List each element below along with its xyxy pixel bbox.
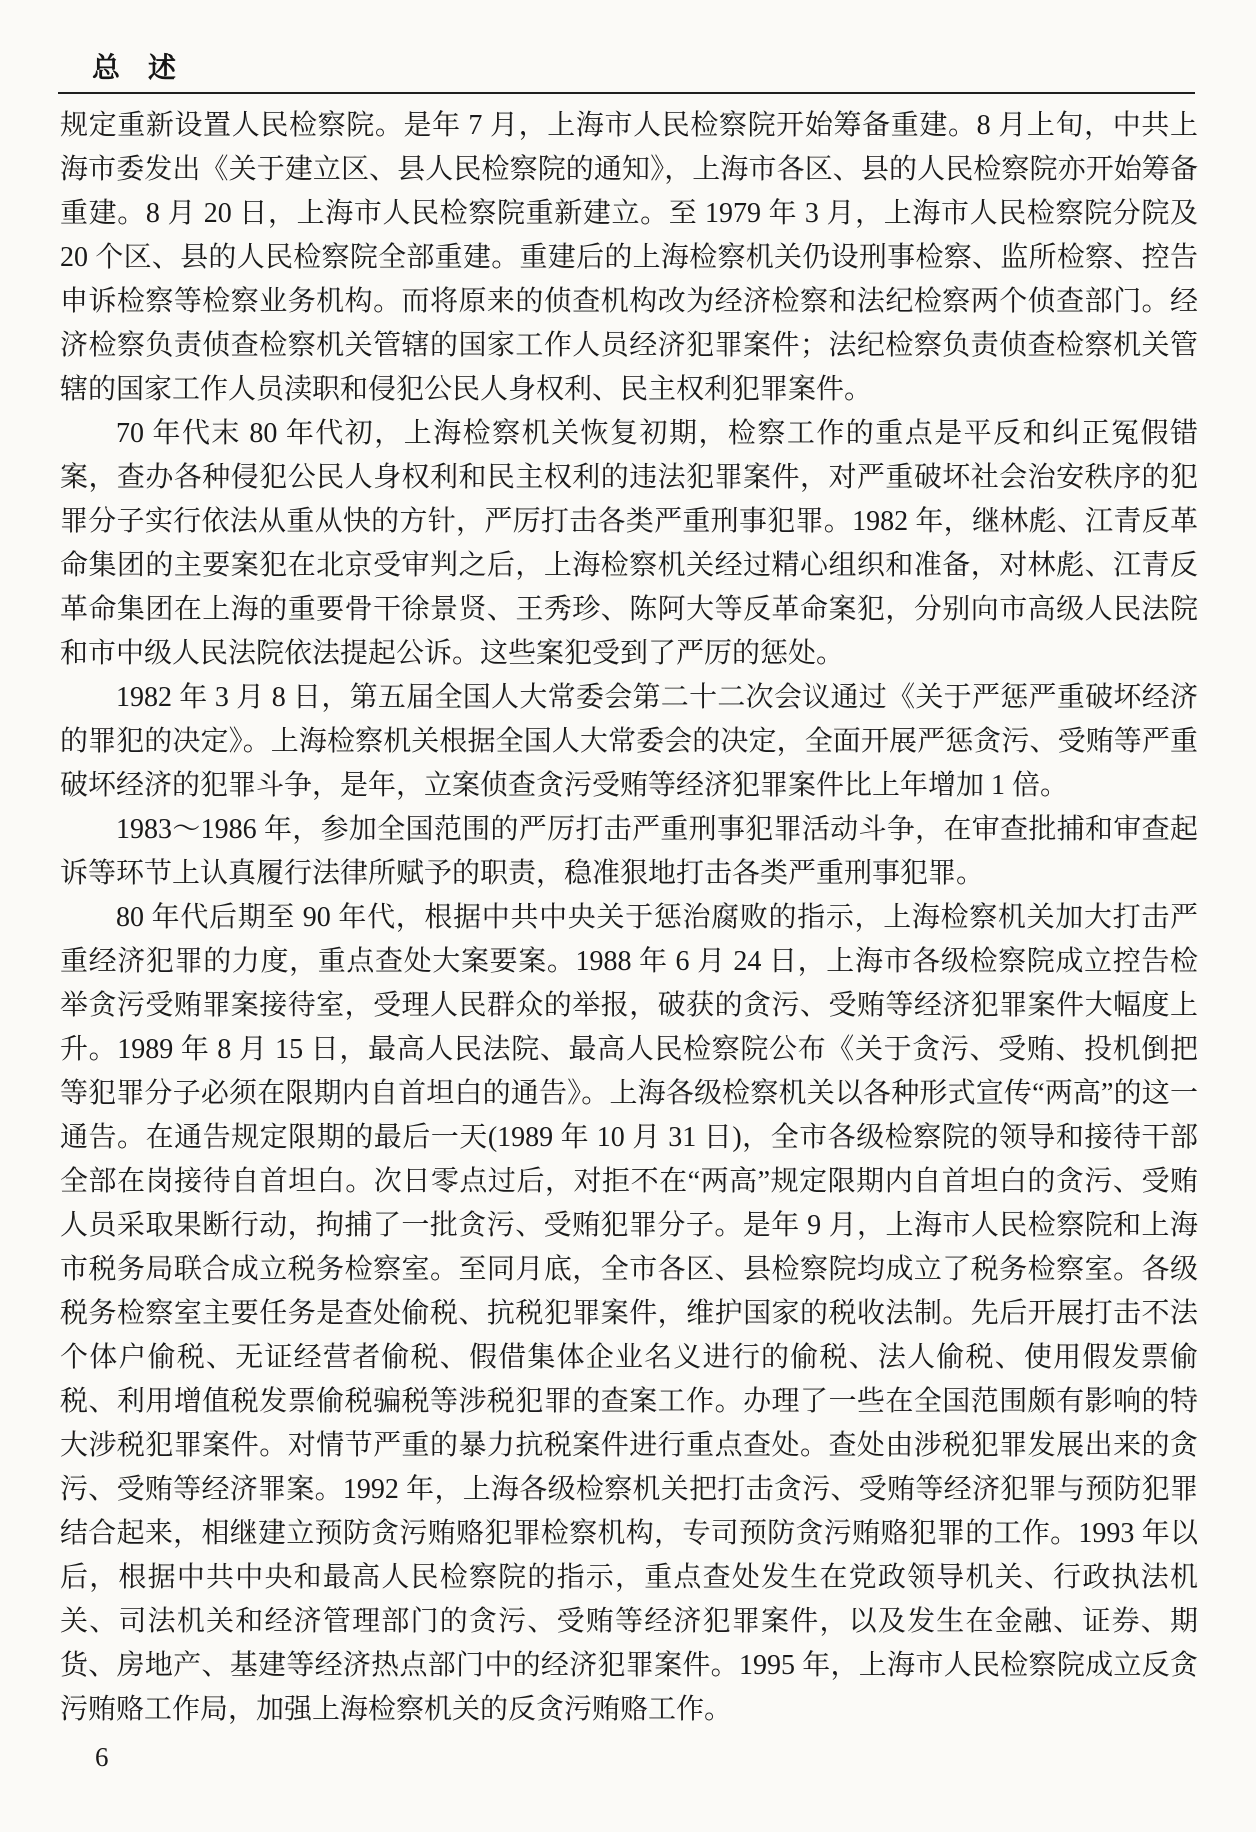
paragraph-2: 70 年代末 80 年代初，上海检察机关恢复初期，检察工作的重点是平反和纠正冤假错案，查办各种侵犯公民人身权利和民主权利的违法犯罪案件，对严重破坏社会治安秩序的犯罪分子实行依法从重从快的方针，严厉打击各类严重刑事犯罪。1982 年，继林彪、江青反革命集团的主要案犯在北京受审判之后，上海检察机关经过精心组织和准备，对林彪、江青反革命集团在上海的重要骨干徐景贤、王秀珍、陈阿大等反革命案犯，分别向市高级人民法院和市中级人民法院依法提起公诉。这些案犯受到了严厉的惩处。 <box>60 418 1198 669</box>
header-divider-line <box>58 92 1195 94</box>
page-body-text <box>60 104 1198 1732</box>
paragraph-5: 80 年代后期至 90 年代，根据中共中央关于惩治腐败的指示，上海检察机关加大打击严重经济犯罪的力度，重点查处大案要案。1988 年 6 月 24 日，上海市各级检察院成立控告检举贪污受贿罪案接待室，受理人民群众的举报，破获的贪污、受贿等经济犯罪案件大幅度上升。1989 年 8 月 15 日，最高人民法院、最高人民检察院公布《关于贪污、受贿、投机倒把等犯罪分子必须在限期内自首坦白的通告》。上海各级检察机关以各种形式宣传“两高”的这一通告。在通告规定限期的最后一天(1989 年 10 月 31 日)，全市各级检察院的领导和接待干部全部在岗接待自首坦白。次日零点过后，对拒不在“两高”规定限期内自首坦白的贪污、受贿人员采取果断行动，拘捕了一批贪污、受贿犯罪分子。是年 9 月，上海市人民检察院和上海市税务局联合成立税务检察室。至同月底，全市各区、县检察院均成立了税务检察室。各级税务检察室主要任务是查处偷税、抗税犯罪案件，维护国家的税收法制。先后开展打击不法个体户偷税、无证经营者偷税、假借集体企业名义进行的偷税、法人偷税、使用假发票偷税、利用增值税发票偷税骗税等涉税犯罪的查案工作。办理了一些在全国范围颇有影响的特大涉税犯罪案件。对情节严重的暴力抗税案件进行重点查处。查处由涉税犯罪发展出来的贪污、受贿等经济罪案。1992 年，上海各级检察机关把打击贪污、受贿等经济犯罪与预防犯罪结合起来，相继建立预防贪污贿赂犯罪检察机构，专司预防贪污贿赂犯罪的工作。1993 年以后，根据中共中央和最高人民检察院的指示，重点查处发生在党政领导机关、行政执法机关、司法机关和经济管理部门的贪污、受贿等经济犯罪案件，以及发生在金融、证券、期货、房地产、基建等经济热点部门中的经济犯罪案件。1995 年，上海市人民检察院成立反贪污贿赂工作局，加强上海检察机关的反贪污贿赂工作。 <box>60 902 1198 1725</box>
page-number: 6 <box>95 1742 109 1772</box>
running-header-title: 总 述 <box>92 52 177 83</box>
paragraph-3: 1982 年 3 月 8 日，第五届全国人大常委会第二十二次会议通过《关于严惩严重破坏经济的罪犯的决定》。上海检察机关根据全国人大常委会的决定，全面开展严惩贪污、受贿等严重破坏经济的犯罪斗争，是年，立案侦查贪污受贿等经济犯罪案件比上年增加 1 倍。 <box>60 682 1198 801</box>
paragraph-4: 1983～1986 年，参加全国范围的严厉打击严重刑事犯罪活动斗争，在审查批捕和审查起诉等环节上认真履行法律所赋予的职责，稳准狠地打击各类严重刑事犯罪。 <box>60 814 1198 889</box>
paragraph-1: 规定重新设置人民检察院。是年 7 月，上海市人民检察院开始筹备重建。8 月上旬，中共上海市委发出《关于建立区、县人民检察院的通知》，上海市各区、县的人民检察院亦开始筹备重建。8 月 20 日，上海市人民检察院重新建立。至 1979 年 3 月，上海市人民检察院分院及 20 个区、县的人民检察院全部重建。重建后的上海检察机关仍设刑事检察、监所检察、控告申诉检察等检察业务机构。而将原来的侦查机构改为经济检察和法纪检察两个侦查部门。经济检察负责侦查检察机关管辖的国家工作人员经济犯罪案件；法纪检察负责侦查检察机关管辖的国家工作人员渎职和侵犯公民人身权利、民主权利犯罪案件。 <box>60 110 1198 405</box>
